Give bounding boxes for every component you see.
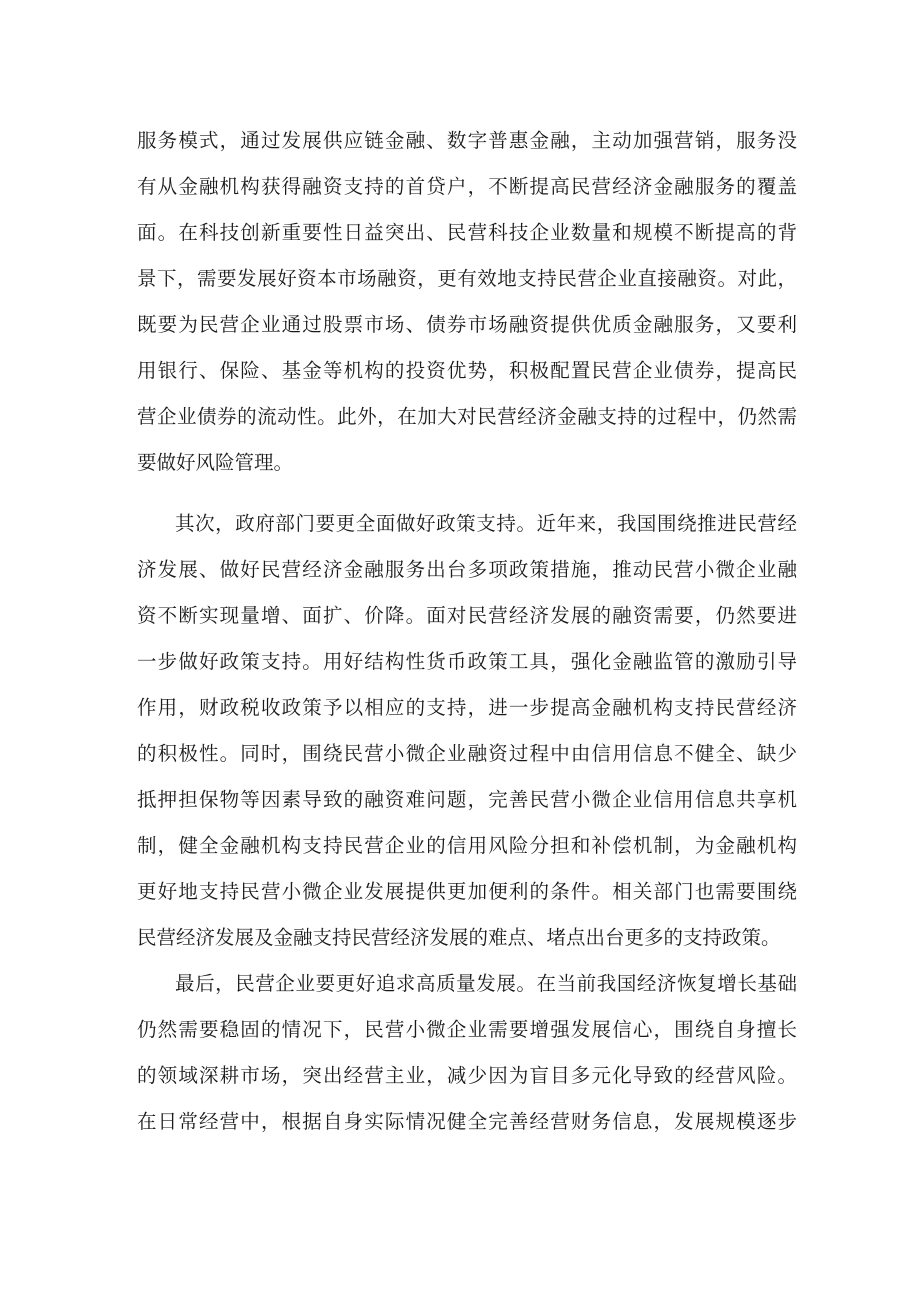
- text-line: 民营经济发展及金融支持民营经济发展的难点、堵点出台更多的支持政策。: [137, 926, 781, 949]
- text-line: 景下，需要发展好资本市场融资，更有效地支持民营企业直接融资。对此，: [137, 267, 797, 290]
- text-line: 作用，财政税收政策予以相应的支持，进一步提高金融机构支持民营经济: [137, 696, 797, 719]
- paragraph-spacer: [137, 486, 797, 501]
- text-line: 要做好风险管理。: [137, 451, 294, 474]
- text-line: 服务模式，通过发展供应链金融、数字普惠金融，主动加强营销，服务没: [137, 129, 797, 152]
- text-line: 最后，民营企业要更好追求高质量发展。在当前我国经济恢复增长基础: [175, 972, 797, 995]
- text-line: 营企业债券的流动性。此外，在加大对民营经济金融支持的过程中，仍然需: [137, 405, 797, 428]
- document-page: [137, 118, 797, 1145]
- text-line: 资不断实现量增、面扩、价降。面对民营经济发展的融资需要，仍然要进: [137, 604, 797, 627]
- text-line: 用银行、保险、基金等机构的投资优势，积极配置民营企业债券，提高民: [137, 359, 797, 382]
- paragraph-3: [137, 961, 797, 1145]
- text-line: 既要为民营企业通过股票市场、债券市场融资提供优质金融服务，又要利: [137, 313, 797, 336]
- text-line: 在日常经营中，根据自身实际情况健全完善经营财务信息，发展规模逐步: [137, 1110, 797, 1133]
- paragraph-1: [137, 118, 797, 486]
- text-line: 济发展、做好民营经济金融服务出台多项政策措施，推动民营小微企业融: [137, 558, 797, 581]
- text-line: 抵押担保物等因素导致的融资难问题，完善民营小微企业信用信息共享机: [137, 788, 797, 811]
- text-line: 有从金融机构获得融资支持的首贷户，不断提高民营经济金融服务的覆盖: [137, 175, 797, 198]
- text-line: 制，健全金融机构支持民营企业的信用风险分担和补偿机制，为金融机构: [137, 834, 797, 857]
- text-line: 的领域深耕市场，突出经营主业，减少因为盲目多元化导致的经营风险。: [137, 1064, 797, 1087]
- text-line: 仍然需要稳固的情况下，民营小微企业需要增强发展信心，围绕自身擅长: [137, 1018, 797, 1041]
- text-line: 一步做好政策支持。用好结构性货币政策工具，强化金融监管的激励引导: [137, 650, 797, 673]
- text-line: 更好地支持民营小微企业发展提供更加便利的条件。相关部门也需要围绕: [137, 880, 797, 903]
- text-line: 其次，政府部门要更全面做好政策支持。近年来，我国围绕推进民营经: [175, 512, 797, 535]
- paragraph-2: [137, 501, 797, 961]
- text-line: 的积极性。同时，围绕民营小微企业融资过程中由信用信息不健全、缺少: [137, 742, 797, 765]
- text-line: 面。在科技创新重要性日益突出、民营科技企业数量和规模不断提高的背: [137, 221, 797, 244]
